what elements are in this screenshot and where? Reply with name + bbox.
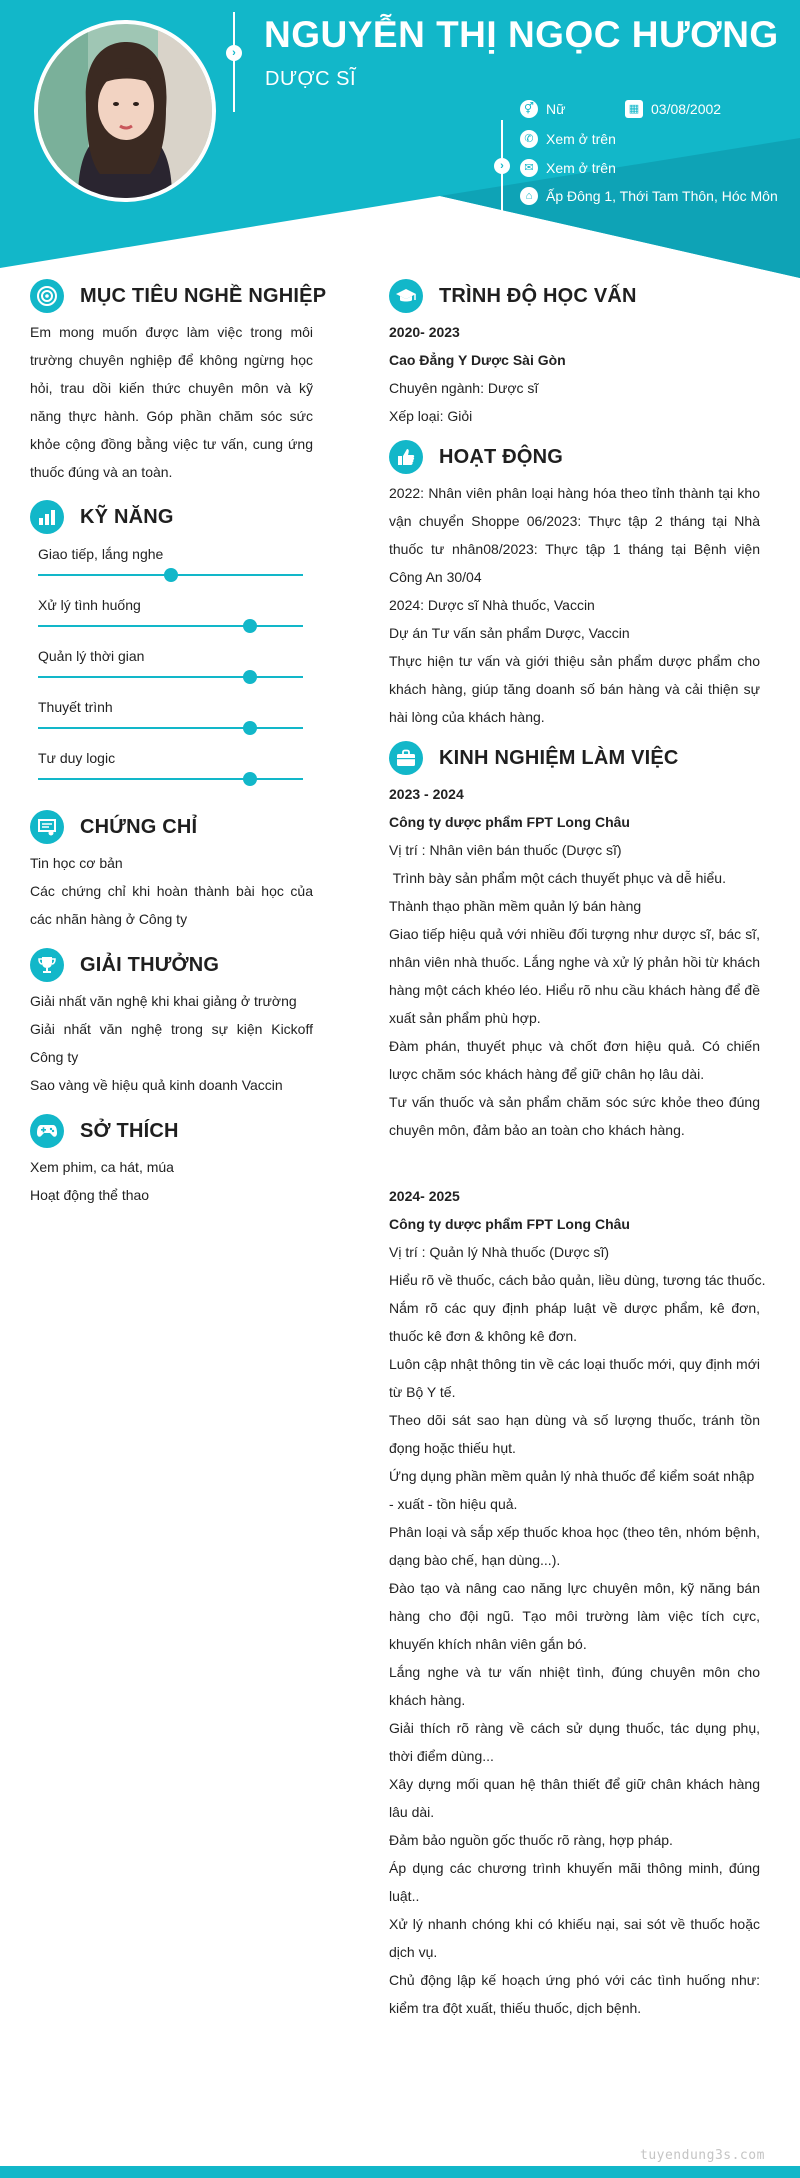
contact-birthdate <box>625 100 721 118</box>
skill-bar-track <box>38 727 303 729</box>
skill-bar-track <box>38 778 303 780</box>
avatar <box>34 20 216 202</box>
objective-title: MỤC TIÊU NGHỀ NGHIỆP <box>80 284 327 307</box>
certificate-icon <box>30 810 64 844</box>
objective-heading <box>30 279 326 313</box>
job-duty: Đảm bảo nguồn gốc thuốc rõ ràng, hợp pháp. <box>389 1832 673 1848</box>
skill-level-knob <box>243 772 257 786</box>
job-duty: Theo dõi sát sao hạn dùng và số lượng thuốc, tránh tồn đọng hoặc thiếu hụt. <box>389 1412 760 1456</box>
certificates-heading <box>30 810 197 844</box>
experience-heading <box>389 741 679 775</box>
skill-label: Thuyết trình <box>38 699 113 715</box>
activity-item: Dự án Tư vấn sản phẩm Dược, Vaccin <box>389 625 630 641</box>
hobby-item: Xem phim, ca hát, múa <box>30 1159 174 1175</box>
bar-chart-icon <box>30 500 64 534</box>
certificate-item: Tin học cơ bản <box>30 855 123 871</box>
job-duty: Đàm phán, thuyết phục và chốt đơn hiệu quả. Có chiến lược chăm sóc khách hàng để giữ chân họ lâu dài. <box>389 1038 760 1082</box>
job-duty: Ứng dụng phần mềm quản lý nhà thuốc để kiểm soát nhập - xuất - tồn hiệu quả. <box>389 1468 755 1512</box>
certificate-item: Các chứng chỉ khi hoàn thành bài học của các nhãn hàng ở Công ty <box>30 883 313 927</box>
target-icon <box>30 279 64 313</box>
awards-title: GIẢI THƯỞNG <box>80 953 220 976</box>
hobbies-title: SỞ THÍCH <box>80 1119 179 1142</box>
contact-gender <box>520 100 565 118</box>
candidate-name: NGUYỄN THỊ NGỌC HƯƠNG <box>264 14 779 55</box>
job-duty: Phân loại và sắp xếp thuốc khoa học (theo tên, nhóm bệnh, dạng bào chế, hạn dùng...). <box>389 1524 760 1568</box>
chevron-right-icon: › <box>494 158 510 174</box>
school-name: Cao Đẳng Y Dược Sài Gòn <box>389 352 566 368</box>
trophy-icon <box>30 948 64 982</box>
job-duty: Trình bày sản phẩm một cách thuyết phục và dễ hiểu. <box>389 870 726 886</box>
phone-icon: ✆ <box>520 130 538 148</box>
skill-label: Quản lý thời gian <box>38 648 145 664</box>
skill-level-knob <box>243 670 257 684</box>
job-duty: Giải thích rõ ràng về cách sử dụng thuốc, tác dụng phụ, thời điểm dùng... <box>389 1720 760 1764</box>
hobbies-heading <box>30 1114 179 1148</box>
experience-title: KINH NGHIỆM LÀM VIỆC <box>439 746 679 769</box>
job-duty: Chủ động lập kế hoạch ứng phó với các tình huống như: kiểm tra đột xuất, thiếu thuốc, dịch bệnh. <box>389 1972 760 2016</box>
job-duty: Hiểu rõ về thuốc, cách bảo quản, liều dùng, tương tác thuốc. <box>389 1272 766 1288</box>
contact-email <box>520 159 616 177</box>
calendar-icon: ▦ <box>625 100 643 118</box>
job-duty: Tư vấn thuốc và sản phẩm chăm sóc sức khỏe theo đúng chuyên môn, đảm bảo an toàn cho khách hàng. <box>389 1094 760 1138</box>
job-duty: Áp dụng các chương trình khuyến mãi thông minh, đúng luật.. <box>389 1860 760 1904</box>
gamepad-icon <box>30 1114 64 1148</box>
job-title: DƯỢC SĨ <box>265 68 357 90</box>
objective-text: Em mong muốn được làm việc trong môi trường chuyên nghiệp để không ngừng học hỏi, trau dồi kiến thức chuyên môn và kỹ năng thực hành. Góp phần chăm sóc sức khỏe cộng đồng bằng việc tư vấn, cung ứng thuốc đúng và an toàn. <box>30 324 313 480</box>
activities-title: HOẠT ĐỘNG <box>439 445 564 468</box>
education-period: 2020- 2023 <box>389 324 460 340</box>
header-divider-line <box>233 12 235 112</box>
job-duty: Giao tiếp hiệu quả với nhiều đối tượng như dược sĩ, bác sĩ, nhân viên nhà thuốc. Lắng nghe và xử lý phản hồi từ khách hàng một cách khéo léo. Hiểu rõ nhu cầu khách hàng để đề xuất sản phẩm phù hợp. <box>389 926 760 1026</box>
job-position: Vị trí : Nhân viên bán thuốc (Dược sĩ) <box>389 842 622 858</box>
education-major: Chuyên ngành: Dược sĩ <box>389 380 539 396</box>
graduation-cap-icon <box>389 279 423 313</box>
contact-address <box>520 187 778 205</box>
skill-bar-track <box>38 676 303 678</box>
home-icon: ⌂ <box>520 187 538 205</box>
activity-item: 2024: Dược sĩ Nhà thuốc, Vaccin <box>389 597 595 613</box>
job-duty: Thành thạo phần mềm quản lý bán hàng <box>389 898 642 914</box>
skill-label: Xử lý tình huống <box>38 597 141 613</box>
job-duty: Lắng nghe và tư vấn nhiệt tình, đúng chuyên môn cho khách hàng. <box>389 1664 760 1708</box>
award-item: Giải nhất văn nghệ trong sự kiện Kickoff Công ty <box>30 1021 313 1065</box>
briefcase-icon <box>389 741 423 775</box>
email-icon: ✉ <box>520 159 538 177</box>
gender-icon: ⚥ <box>520 100 538 118</box>
footer-bar <box>0 2166 800 2178</box>
watermark: tuyendung3s.com <box>640 2148 765 2163</box>
phone-text: Xem ở trên <box>546 131 616 147</box>
education-grade: Xếp loại: Giỏi <box>389 408 473 424</box>
activity-item: 2022: Nhân viên phân loại hàng hóa theo tỉnh thành tại kho vận chuyển Shoppe 06/2023: Thực tập 2 tháng tại Nhà thuốc tư nhân08/2023: Thực tập 1 tháng tại Bệnh viện Công An 30/04 <box>389 485 760 585</box>
certificates-title: CHỨNG CHỈ <box>80 815 198 838</box>
skill-bar-track <box>38 625 303 627</box>
education-heading <box>389 279 637 313</box>
skill-label: Giao tiếp, lắng nghe <box>38 546 164 562</box>
education-title: TRÌNH ĐỘ HỌC VẤN <box>439 284 637 307</box>
job-company: Công ty dược phẩm FPT Long Châu <box>389 814 630 830</box>
job-period: 2023 - 2024 <box>389 786 464 802</box>
job-duty: Xây dựng mối quan hệ thân thiết để giữ chân khách hàng lâu dài. <box>389 1776 760 1820</box>
job-position: Vị trí : Quản lý Nhà thuốc (Dược sĩ) <box>389 1244 610 1260</box>
hobby-item: Hoạt động thể thao <box>30 1187 150 1203</box>
job-duty: Xử lý nhanh chóng khi có khiếu nại, sai sót về thuốc hoặc dịch vụ. <box>389 1916 760 1960</box>
award-item: Giải nhất văn nghệ khi khai giảng ở trường <box>30 993 297 1009</box>
email-text: Xem ở trên <box>546 160 616 176</box>
award-item: Sao vàng về hiệu quả kinh doanh Vaccin <box>30 1077 283 1093</box>
gender-text: Nữ <box>546 101 566 117</box>
header <box>0 0 800 290</box>
skill-level-knob <box>243 619 257 633</box>
contact-phone <box>520 130 616 148</box>
skill-level-knob <box>164 568 178 582</box>
job-duty: Đào tạo và nâng cao năng lực chuyên môn, kỹ năng bán hàng cho đội ngũ. Tạo môi trường làm việc tích cực, khuyến khích nhân viên gắn bó. <box>389 1580 760 1652</box>
job-period: 2024- 2025 <box>389 1188 460 1204</box>
chevron-right-icon: › <box>226 45 242 61</box>
job-duty: Nắm rõ các quy định pháp luật về dược phẩm, kê đơn, thuốc kê đơn & không kê đơn. <box>389 1300 760 1344</box>
skills-title: KỸ NĂNG <box>80 505 174 528</box>
activities-heading <box>389 440 563 474</box>
job-duty: Luôn cập nhật thông tin về các loại thuốc mới, quy định mới từ Bộ Y tế. <box>389 1356 760 1400</box>
profile-photo <box>38 24 212 198</box>
address-text: Ấp Đông 1, Thới Tam Thôn, Hóc Môn <box>546 188 778 204</box>
skill-label: Tư duy logic <box>38 750 116 766</box>
thumbs-up-icon <box>389 440 423 474</box>
job-company: Công ty dược phẩm FPT Long Châu <box>389 1216 630 1232</box>
activity-item: Thực hiện tư vấn và giới thiệu sản phẩm dược phẩm cho khách hàng, giúp tăng doanh số bán hàng và cải thiện sự hài lòng của khách hàng. <box>389 653 760 725</box>
skill-level-knob <box>243 721 257 735</box>
birthdate-text: 03/08/2002 <box>651 101 722 117</box>
skills-heading <box>30 500 174 534</box>
awards-heading <box>30 948 219 982</box>
